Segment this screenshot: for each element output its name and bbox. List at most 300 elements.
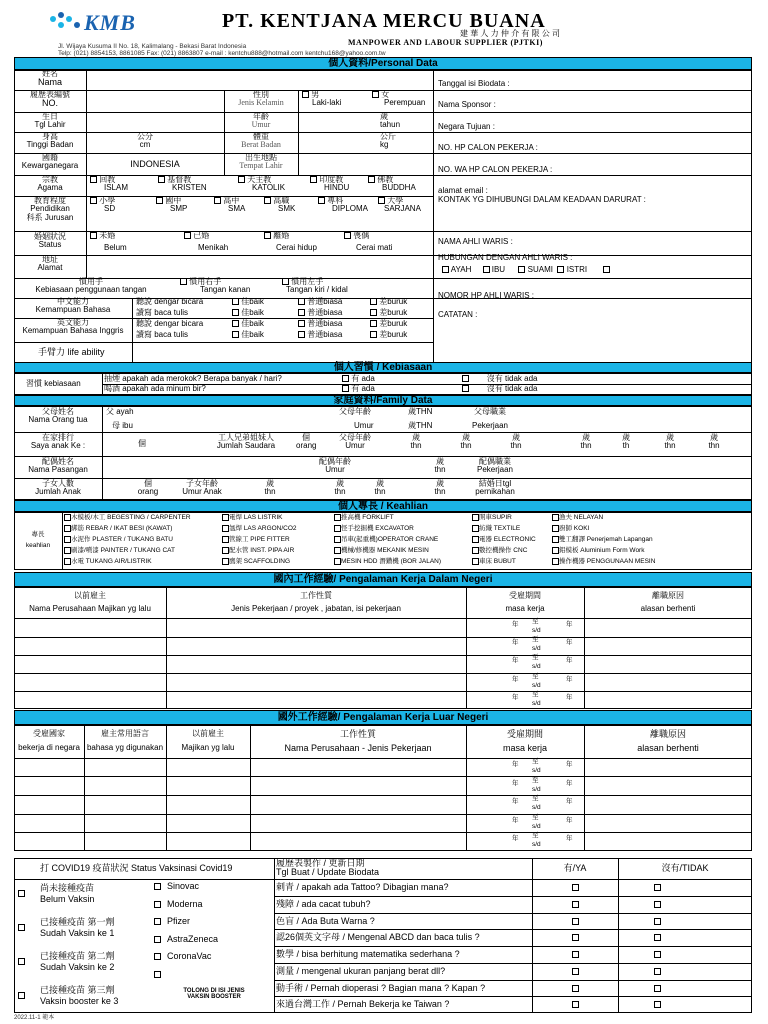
skill-option[interactable] [64, 536, 173, 544]
question-no-checkbox[interactable] [654, 985, 661, 992]
logo: KMB [48, 8, 178, 46]
skill-checkbox[interactable] [64, 547, 71, 554]
habit-drink: 喝酒 apakah ada minum bir? [104, 384, 206, 393]
religion-buddha-checkbox[interactable] [368, 176, 375, 183]
en-read-bad[interactable]: 差buruk [370, 331, 407, 339]
relation-options: AYAH IBU SUAMI ISTRI [442, 266, 610, 274]
period-to: 至 [532, 832, 539, 840]
skill-label: 管線工 PIPE FITTER [229, 536, 290, 544]
section-family-title: 家庭資料/Family Data [14, 395, 752, 406]
smoke-no[interactable]: 沒有 tidak ada [462, 375, 537, 383]
label-marital: 婚姻狀況 Status [34, 232, 66, 250]
drink-yes[interactable]: 有 ada [342, 385, 375, 393]
skill-option[interactable] [552, 536, 653, 544]
skill-checkbox[interactable] [334, 525, 341, 532]
marital-option-cerai-hidup[interactable]: 離婚 Cerai hidup [264, 232, 317, 253]
religion-option-buddha[interactable]: 佛教 BUDDHA [368, 176, 416, 193]
skill-option[interactable] [64, 525, 172, 533]
age-unit: 歲 tahun [380, 112, 401, 130]
religion-islam-checkbox[interactable] [90, 176, 97, 183]
skill-checkbox[interactable] [472, 525, 479, 532]
question-no-checkbox[interactable] [654, 901, 661, 908]
vaccine-checkbox[interactable] [154, 883, 161, 890]
question-divider [274, 896, 752, 897]
question-yes-checkbox[interactable] [572, 918, 579, 925]
company-contact: Telp: (021) 8854153, 8861085 Fax: (021) 8863807 e-mail : kentchu888@hotmail.com kentchu168@yahoo.com.tw [58, 50, 386, 57]
label-cn-ability: 中文能力 Kemampuan Bahasa [35, 297, 111, 315]
question-divider [274, 963, 752, 964]
skill-label: 刷漆/噴漆 PAINTER / TUKANG CAT [71, 547, 176, 555]
mother-age-unit: 歲THN [408, 421, 433, 430]
abroad-col-reason: 離職原因 alasan berhenti [637, 729, 699, 754]
personal-right-column [436, 70, 750, 366]
female-checkbox[interactable] [372, 91, 379, 98]
label-pob: 出生地點 Tempat Lahir [239, 153, 283, 171]
label-height: 身高 Tinggi Badan [26, 132, 74, 150]
question-no-checkbox[interactable] [654, 918, 661, 925]
skill-option[interactable] [552, 547, 644, 555]
abroad-col-employer: 以前雇主 Majikan yg lalu [181, 729, 235, 753]
period-end-year: 年 [566, 835, 573, 843]
skill-checkbox[interactable] [64, 525, 71, 532]
label-skills: 專長 keahlian [25, 531, 51, 549]
edu-option-diploma[interactable]: 專科 DIPLOMA [318, 197, 368, 214]
period-to: 至 [532, 813, 539, 821]
skill-option[interactable] [472, 558, 516, 566]
religion-hindu-checkbox[interactable] [310, 176, 317, 183]
religion-option-kristen[interactable]: 基督教 KRISTEN [158, 176, 207, 193]
label-spouse-job: 配偶職業 Pekerjaan [476, 457, 514, 475]
skill-checkbox[interactable] [222, 547, 229, 554]
vaccine-status-checkbox[interactable] [18, 890, 25, 897]
skill-option[interactable] [64, 547, 175, 555]
period-to-id: s/d [532, 663, 541, 671]
vaccine-label: Pfizer [167, 916, 191, 926]
skill-option[interactable] [552, 525, 589, 533]
edu-smp-checkbox[interactable] [156, 197, 163, 204]
question-no-checkbox[interactable] [654, 934, 661, 941]
edu-sarjana-checkbox[interactable] [378, 197, 385, 204]
vaccine-option[interactable] [154, 952, 211, 961]
sibling-ages: 歲 thn 歲 thn 歲 thn 歲 thn 歲 th 歲 thn 歲 thn [410, 433, 720, 451]
label-no: 履歷表編號 NO. [30, 90, 70, 109]
question-yes-checkbox[interactable] [572, 951, 579, 958]
marital-cerai-hidup-checkbox[interactable] [264, 232, 271, 239]
vaccine-status-checkbox[interactable] [18, 924, 25, 931]
abroad-periods [466, 758, 584, 851]
field-wa[interactable]: NO. WA HP CALON PEKERJA : [438, 165, 553, 174]
edu-option-sma[interactable]: 高中 SMA [214, 197, 245, 214]
local-periods [466, 618, 584, 709]
skill-checkbox[interactable] [64, 536, 71, 543]
relation-ibu-checkbox[interactable] [483, 266, 490, 273]
skill-checkbox[interactable] [552, 536, 559, 543]
marital-option-belum[interactable]: 未婚 Belum [90, 232, 127, 253]
period-end-year: 年 [566, 779, 573, 787]
question-divider [274, 980, 752, 981]
period-start-year: 年 [512, 621, 519, 628]
vaccine-status-id: Belum Vaksin [40, 894, 95, 904]
skill-label: 機械/修機器 MEKANIK MESIN [341, 547, 429, 555]
skill-label: 推高機 FORKLIFT [341, 514, 394, 522]
skill-checkbox[interactable] [222, 558, 229, 565]
label-spouse-age: 配偶年齡 Umur [319, 457, 351, 475]
skill-option[interactable] [222, 514, 282, 522]
section-skills-title: 個人專長 / Keahlian [14, 500, 752, 512]
local-col-employer: 以前雇主 Nama Perusahaan Majikan yg lalu [29, 591, 151, 614]
edu-option-smp[interactable]: 國中 SMP [156, 197, 187, 214]
edu-option-sarjana[interactable]: 大學 SARJANA [378, 197, 421, 214]
label-weight: 體重 Berat Badan [241, 132, 281, 150]
period-to-id: s/d [532, 681, 541, 689]
edu-option-sd[interactable]: 小學 SD [90, 197, 115, 214]
relation-other-checkbox[interactable] [603, 266, 610, 273]
question-yes-checkbox[interactable] [572, 901, 579, 908]
skill-checkbox[interactable] [334, 536, 341, 543]
edu-sd-checkbox[interactable] [90, 197, 97, 204]
period-to-id: s/d [532, 627, 541, 634]
skill-option[interactable] [472, 536, 536, 544]
skill-label: 廚師 KOKI [559, 525, 590, 533]
period-to-id: s/d [532, 699, 541, 707]
period-start-year: 年 [512, 657, 519, 665]
en-speak-bad[interactable]: 差buruk [370, 320, 407, 328]
period-to-id: s/d [532, 785, 541, 793]
abroad-col-language: 雇主常用語言 bahasa yg digunakan [86, 729, 164, 753]
section-personal-title: 個人資料/Personal Data [14, 57, 752, 70]
period-to: 至 [532, 758, 539, 765]
option-male[interactable]: 男 Laki-laki [302, 91, 341, 108]
male-checkbox[interactable] [302, 91, 309, 98]
skill-label: MESIN HDD 潛鑽機 (BOR JALAN) [341, 558, 442, 566]
label-en-ability: 英文能力 Kemampuan Bahasa Inggris [22, 318, 124, 336]
option-left-hand[interactable]: 慣用左手 Tangan kiri / kidal [282, 278, 348, 295]
education-options [88, 197, 433, 217]
smoke-yes[interactable]: 有 ada [342, 375, 375, 383]
period-start-year: 年 [512, 639, 519, 647]
vaccine-status-cn: 尚未接種疫苗 [40, 883, 95, 893]
skill-label: 鋁模板 Aluminium Form Work [559, 547, 645, 555]
update-date-label: 履歷表製作 / 更新日期 Tgl Buat / Update Biodata [276, 858, 380, 878]
field-heir[interactable]: NAMA AHLI WARIS : [438, 237, 513, 246]
vaccine-status-id: Sudah Vaksin ke 2 [40, 962, 115, 972]
en-speak-good[interactable]: 佳baik [232, 320, 264, 328]
company-name-cn: 建 華 人 力 仲 介 有 限 公 司 [459, 29, 560, 38]
question-yes-checkbox[interactable] [572, 884, 579, 891]
col-yes: 有/YA [563, 863, 587, 873]
skill-checkbox[interactable] [334, 514, 341, 521]
relation-ayah-checkbox[interactable] [442, 266, 449, 273]
period-to: 至 [532, 795, 539, 803]
footer-version: 2022.11-1 範本 [14, 1015, 55, 1021]
question-yes-checkbox[interactable] [572, 934, 579, 941]
question-no-checkbox[interactable] [654, 951, 661, 958]
question-text: 測量 / mengenal ukuran panjang berat dll? [276, 965, 446, 976]
covid-status-list [16, 880, 156, 1012]
period-start-year: 年 [512, 675, 519, 683]
question-no-checkbox[interactable] [654, 884, 661, 891]
label-mother: 母 ibu [112, 421, 133, 430]
skill-label: 開車SUPIR [479, 514, 512, 522]
abroad-col-country: 受雇國家 bekerja di negara [18, 729, 80, 753]
period-to: 至 [532, 654, 539, 662]
label-hand: 慣用手 Kebiasaan penggunaan tangan [35, 277, 147, 295]
marital-option-menikah[interactable]: 已婚 Menikah [184, 232, 228, 253]
vaccine-status-checkbox[interactable] [18, 992, 25, 999]
vaccine-label: CoronaVac [167, 951, 212, 961]
cn-read-bad[interactable]: 差buruk [370, 309, 407, 317]
marital-menikah-checkbox[interactable] [184, 232, 191, 239]
skill-checkbox[interactable] [472, 514, 479, 521]
right-hand-checkbox[interactable] [180, 278, 187, 285]
option-female[interactable]: 女 Perempuan [372, 91, 425, 108]
skill-label: 電焊 LAS LISTRIK [229, 514, 283, 522]
en-speak-normal[interactable]: 普通biasa [298, 320, 342, 328]
vaccine-label: Moderna [167, 898, 203, 909]
religion-option-katolik[interactable]: 天主教 KATOLIK [238, 176, 285, 193]
skill-option[interactable] [334, 536, 438, 544]
cn-speak-good[interactable]: 佳baik [232, 298, 264, 306]
vaccine-checkbox[interactable] [154, 918, 161, 925]
edu-sma-checkbox[interactable] [214, 197, 221, 204]
period-to-id: s/d [532, 767, 541, 774]
skill-label: 吊車(起重機)OPERATOR CRANE [341, 536, 439, 544]
vaccine-status-cn: 已接種疫苗 第三劑 [40, 985, 115, 995]
en-read-good[interactable]: 佳baik [232, 331, 264, 339]
period-start-year: 年 [512, 816, 519, 824]
skill-option[interactable] [472, 547, 527, 555]
skill-checkbox[interactable] [472, 558, 479, 565]
skill-label: 怪手挖掘機 EXCAVATOR [341, 525, 414, 533]
booster-note: TOLONG DI ISI JENIS VAKSIN BOOSTER [183, 988, 245, 1001]
period-end-year: 年 [566, 639, 573, 647]
question-divider [274, 913, 752, 914]
period-end-year: 年 [566, 657, 573, 665]
label-education: 教育程度 Pendidikan 科系 Jurusan [26, 196, 74, 222]
period-to: 至 [532, 618, 539, 625]
field-sponsor[interactable]: Nama Sponsor : [438, 100, 496, 109]
label-dob: 生日 Tgl Lahir [34, 112, 66, 130]
question-list [274, 879, 752, 1013]
height-unit: 公分 cm [137, 132, 153, 150]
label-child-age: 子女年齡 Umur Anak [182, 479, 222, 497]
period-end-year: 年 [566, 761, 573, 768]
skill-checkbox[interactable] [552, 547, 559, 554]
period-start-year: 年 [512, 693, 519, 701]
company-subtitle: MANPOWER AND LABOUR SUPPLIER (PJTKI) [348, 38, 543, 47]
question-text: 刺青 / apakah ada Tattoo? Dibagian mana? [276, 882, 449, 892]
skill-checkbox[interactable] [334, 547, 341, 554]
question-yes-checkbox[interactable] [572, 1001, 579, 1008]
relation-suami-checkbox[interactable] [518, 266, 525, 273]
question-divider [274, 996, 752, 997]
period-end-year: 年 [566, 798, 573, 806]
relation-istri-checkbox[interactable] [557, 266, 564, 273]
question-text: 殘障 / ada cacat tubuh? [276, 898, 371, 909]
religion-kristen-checkbox[interactable] [158, 176, 165, 183]
vaccine-status-id: Vaksin booster ke 3 [40, 996, 119, 1006]
child-ages: 歲 thn 歲 thn 歲 thn 歲 thn [264, 479, 446, 497]
skill-option[interactable] [222, 525, 297, 533]
abroad-col-period: 受雇期間 masa kerja [502, 729, 547, 754]
en-read-normal[interactable]: 普通biasa [298, 331, 342, 339]
period-start-year: 年 [512, 835, 519, 843]
field-emergency[interactable]: KONTAK YG DIHUBUNGI DALAM KEADAAN DARURAT : [438, 195, 646, 204]
option-right-hand[interactable]: 慣用右手 Tangan kanan [180, 278, 250, 295]
label-children: 子女人數 Jumlah Anak [35, 479, 81, 497]
vaccine-status-cn: 已接種疫苗 第一劑 [40, 917, 115, 927]
religion-option-hindu[interactable]: 印度教 HINDU [310, 176, 349, 193]
skill-option[interactable] [222, 536, 290, 544]
religion-options [88, 176, 433, 196]
field-relation: HUBUNGAN DENGAN AHLI WARIS : [438, 253, 573, 262]
field-heir-hp[interactable]: NOMOR HP AHLI WARIS : [438, 291, 535, 300]
skill-checkbox[interactable] [222, 536, 229, 543]
skill-label: 配水管 INST. PIPA AIR [229, 547, 295, 555]
skill-checkbox[interactable] [552, 514, 559, 521]
edu-option-smk[interactable]: 高職 SMK [264, 197, 295, 214]
vaccine-option[interactable] [154, 882, 199, 891]
local-col-job: 工作性質 Jenis Pekerjaan / proyek , jabatan, isi pekerjaan [231, 591, 401, 614]
vaccine-checkbox[interactable] [154, 953, 161, 960]
period-to: 至 [532, 672, 539, 680]
covid-vaccine-list [152, 880, 274, 1012]
marital-cerai-mati-checkbox[interactable] [344, 232, 351, 239]
question-divider [274, 929, 752, 930]
local-col-reason: 離職原因 alasan berhenti [640, 591, 696, 614]
question-no-checkbox[interactable] [654, 1001, 661, 1008]
marital-belum-checkbox[interactable] [90, 232, 97, 239]
skill-option[interactable] [64, 514, 191, 522]
father-age-unit: 歲THN [408, 407, 433, 416]
period-to-id: s/d [532, 841, 541, 849]
col-no: 沒有/TIDAK [661, 863, 709, 873]
vaccine-checkbox[interactable] [154, 971, 161, 978]
label-nama: 姓名 Nama [37, 69, 62, 88]
skill-option[interactable] [472, 514, 512, 522]
marital-options [88, 232, 433, 254]
skill-checkbox[interactable] [64, 514, 71, 521]
skill-checkbox[interactable] [64, 558, 71, 565]
skill-checkbox[interactable] [472, 547, 479, 554]
vaccine-checkbox[interactable] [154, 901, 161, 908]
skill-checkbox[interactable] [552, 525, 559, 532]
section-local-title: 國內工作經驗/ Pengalaman Kerja Dalam Negeri [14, 572, 752, 587]
vaccine-status-cn: 已接種疫苗 第二劑 [40, 951, 115, 961]
label-married-date: 結婚日tgl pernikahan [475, 479, 515, 497]
skill-option[interactable] [334, 514, 394, 522]
edu-smk-checkbox[interactable] [264, 197, 271, 204]
skill-label: 漁夫 NELAYAN [559, 514, 604, 522]
religion-katolik-checkbox[interactable] [238, 176, 245, 183]
skill-label: 紡織 TEXTILE [479, 525, 521, 533]
field-hp[interactable]: NO. HP CALON PEKERJA : [438, 143, 538, 152]
skill-checkbox[interactable] [222, 525, 229, 532]
question-yes-checkbox[interactable] [572, 985, 579, 992]
vaccine-option[interactable] [154, 970, 167, 979]
skill-label: 木模板/木工 BEGESTING / CARPENTER [71, 514, 191, 522]
cn-read-good[interactable]: 佳baik [232, 309, 264, 317]
label-religion: 宗教 Agama [37, 175, 63, 193]
left-hand-checkbox[interactable] [282, 278, 289, 285]
skill-option[interactable] [552, 514, 603, 522]
vaccine-option[interactable] [154, 917, 190, 926]
section-abroad-title: 國外工作經驗/ Pengalaman Kerja Luar Negeri [14, 710, 752, 725]
skill-label: 鷹架 SCAFFOLDING [229, 558, 291, 566]
skill-checkbox[interactable] [472, 536, 479, 543]
section-habits-title: 個人習慣 / Kebiasaan [14, 362, 752, 373]
period-start-year: 年 [512, 798, 519, 806]
question-yes-checkbox[interactable] [572, 968, 579, 975]
field-date[interactable]: Tanggal isi Biodata : [438, 79, 510, 88]
vaccine-option[interactable] [154, 935, 218, 944]
field-email[interactable]: alamat email : [438, 186, 488, 195]
label-siblings: 工人兄弟姐妹人 Jumlah Saudara [216, 433, 276, 451]
label-habits: 習慣 kebiasaan [26, 379, 81, 388]
cn-read-normal[interactable]: 普通biasa [298, 309, 342, 317]
skill-label: 數控機操作 CNC [479, 547, 528, 555]
drink-no[interactable]: 沒有 tidak ada [462, 385, 537, 393]
period-start-year: 年 [512, 779, 519, 787]
skill-option[interactable] [64, 558, 152, 566]
label-sex: 性別 Jenis Kelamin [238, 90, 284, 108]
skill-option[interactable] [222, 558, 290, 566]
period-start-year: 年 [512, 761, 519, 768]
local-col-period: 受雇期間 masa kerja [505, 591, 545, 614]
skill-checkbox[interactable] [222, 514, 229, 521]
label-hand-ability: 手臂力 life ability [38, 347, 105, 357]
religion-option-islam[interactable]: 回教 ISLAM [90, 176, 128, 193]
logo-dots-icon [50, 12, 82, 34]
cn-speak-bad[interactable]: 差buruk [370, 298, 407, 306]
skill-option[interactable] [472, 525, 520, 533]
skill-option[interactable] [334, 558, 441, 566]
question-text: 認26個英文字母 / Mengenal ABCD dan baca tulis ? [276, 932, 480, 943]
vaccine-option[interactable] [154, 900, 203, 909]
period-end-year: 年 [566, 693, 573, 701]
period-to: 至 [532, 776, 539, 784]
marital-option-cerai-mati[interactable]: 喪偶 Cerai mati [344, 232, 392, 253]
skill-label: 水電 TUKANG AIR/LISTRIK [71, 558, 152, 566]
field-country[interactable]: Negara Tujuan : [438, 122, 495, 131]
vaccine-status-checkbox[interactable] [18, 958, 25, 965]
field-notes[interactable]: CATATAN : [438, 310, 478, 319]
cn-speak-normal[interactable]: 普通biasa [298, 298, 342, 306]
question-text: 來過台灣工作 / Pernah Bekerja ke Taiwan ? [276, 999, 450, 1010]
skill-checkbox[interactable] [552, 558, 559, 565]
abroad-col-job: 工作性質 Nama Perusahaan - Jenis Pekerjaan [284, 729, 432, 754]
vaccine-status-id: Sudah Vaksin ke 1 [40, 928, 115, 938]
skill-label: 綁筋 REBAR / IKAT BESI (KAWAT) [71, 525, 173, 533]
question-no-checkbox[interactable] [654, 968, 661, 975]
skill-option[interactable] [334, 547, 429, 555]
weight-unit: 公斤 kg [380, 132, 396, 150]
skill-checkbox[interactable] [334, 558, 341, 565]
skill-option[interactable] [334, 525, 414, 533]
skills-grid [64, 514, 750, 570]
skill-option[interactable] [222, 547, 294, 555]
habit-smoke: 抽煙 apakah ada merokok? Berapa banyak / hari? [104, 374, 282, 383]
label-spouse-name: 配偶姓名 Nama Pasangan [28, 457, 88, 475]
company-address: Jl. Wijaya Kusuma II No. 18, Kalimalang - Bekasi Barat Indonesia [58, 43, 247, 50]
label-parent-age: 父母年齡 [339, 407, 371, 416]
skill-option[interactable] [552, 558, 655, 566]
vaccine-label: Sinovac [167, 881, 200, 891]
vaccine-checkbox[interactable] [154, 936, 161, 943]
company-name: PT. KENTJANA MERCU BUANA [222, 10, 546, 32]
period-to-id: s/d [532, 804, 541, 812]
edu-diploma-checkbox[interactable] [318, 197, 325, 204]
